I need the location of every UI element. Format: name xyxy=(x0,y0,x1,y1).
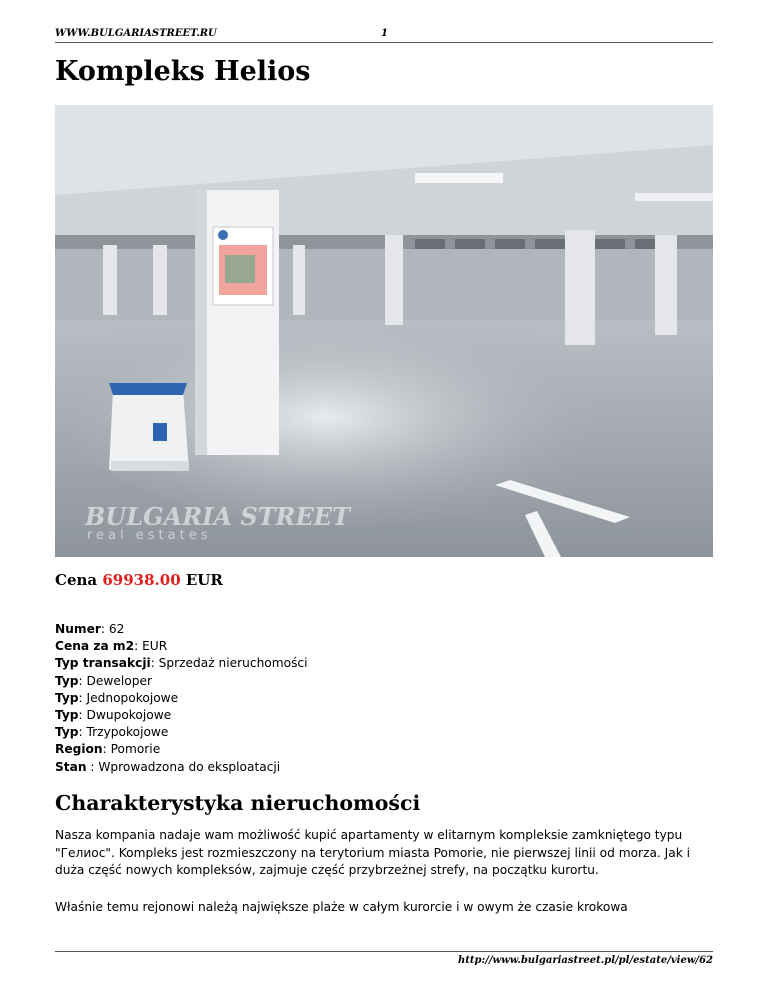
fact-separator: : xyxy=(150,656,159,671)
fact-separator: : xyxy=(78,708,87,723)
page-footer xyxy=(55,951,713,966)
fact-row xyxy=(55,741,308,758)
fact-separator: : xyxy=(78,690,87,705)
fact-value: EUR xyxy=(142,639,168,654)
fact-label: Stan xyxy=(55,759,87,774)
fact-row xyxy=(55,707,308,724)
page-header xyxy=(55,26,713,43)
fact-row xyxy=(55,673,308,690)
parking-garage-image xyxy=(55,105,713,557)
price-value: 69938.00 xyxy=(102,571,181,589)
fact-label: Cena za m2 xyxy=(55,639,135,654)
fact-separator: : xyxy=(78,673,87,688)
fact-separator: : xyxy=(100,622,109,636)
fact-value: Sprzedaż nieruchomości xyxy=(158,656,308,671)
fact-row xyxy=(55,655,308,672)
page-title: Kompleks Helios xyxy=(55,56,311,87)
fact-value: Dwupokojowe xyxy=(86,708,172,723)
section-title: Charakterystyka nieruchomości xyxy=(55,791,421,815)
watermark-subtext: real estates xyxy=(87,528,212,543)
price-label: Cena xyxy=(55,571,98,589)
fact-row xyxy=(55,759,308,776)
price-currency: EUR xyxy=(185,571,223,589)
fact-row xyxy=(55,724,308,741)
property-facts xyxy=(55,621,308,776)
fact-label: Typ xyxy=(55,708,79,723)
fact-value: Deweloper xyxy=(86,673,152,688)
fact-value: Trzypokojowe xyxy=(86,725,169,740)
fact-value: Pomorie xyxy=(110,742,161,757)
fact-label: Numer xyxy=(55,622,101,636)
fact-row xyxy=(55,690,308,707)
fact-separator: : xyxy=(102,742,111,757)
fact-label: Typ xyxy=(55,673,79,688)
description-paragraph: Nasza kompania nadaje wam możliwość kupić apartamenty w elitarnym kompleksie zamkniętego typu "Гелиос". Kompleks jest rozmieszczony na terytorium miasta Pomorie, nie pierwszej linii od morza. Jak i duża część nowych kompleksów, zajmuje część przybrzeżnej strefy, na początku kurortu. xyxy=(55,828,691,877)
fact-row xyxy=(55,638,308,655)
fact-value: Jednopokojowe xyxy=(86,690,179,705)
fact-separator: : xyxy=(86,759,99,774)
fact-row xyxy=(55,621,308,638)
fact-separator: : xyxy=(78,725,87,740)
watermark-text: BULGARIA STREET xyxy=(85,502,350,531)
price-line xyxy=(55,571,223,589)
property-photo xyxy=(55,105,713,557)
fact-label: Typ xyxy=(55,725,79,740)
header-site-name: WWW.BULGARIASTREET.RU xyxy=(55,28,217,39)
footer-url: http://www.bulgariastreet.pl/pl/estate/view/62 xyxy=(458,955,713,966)
fact-separator: : xyxy=(134,639,143,654)
header-page-number: 1 xyxy=(381,28,388,39)
fact-label: Region xyxy=(55,742,103,757)
description-paragraph: Właśnie temu rejonowi należą największe plaże w całym kurorcie i w owym że czasie krokowa xyxy=(55,900,628,914)
fact-label: Typ xyxy=(55,690,79,705)
fact-value: Wprowadzona do eksploatacji xyxy=(98,759,281,774)
fact-label: Typ transakcji xyxy=(55,656,151,671)
fact-value: 62 xyxy=(108,622,125,636)
